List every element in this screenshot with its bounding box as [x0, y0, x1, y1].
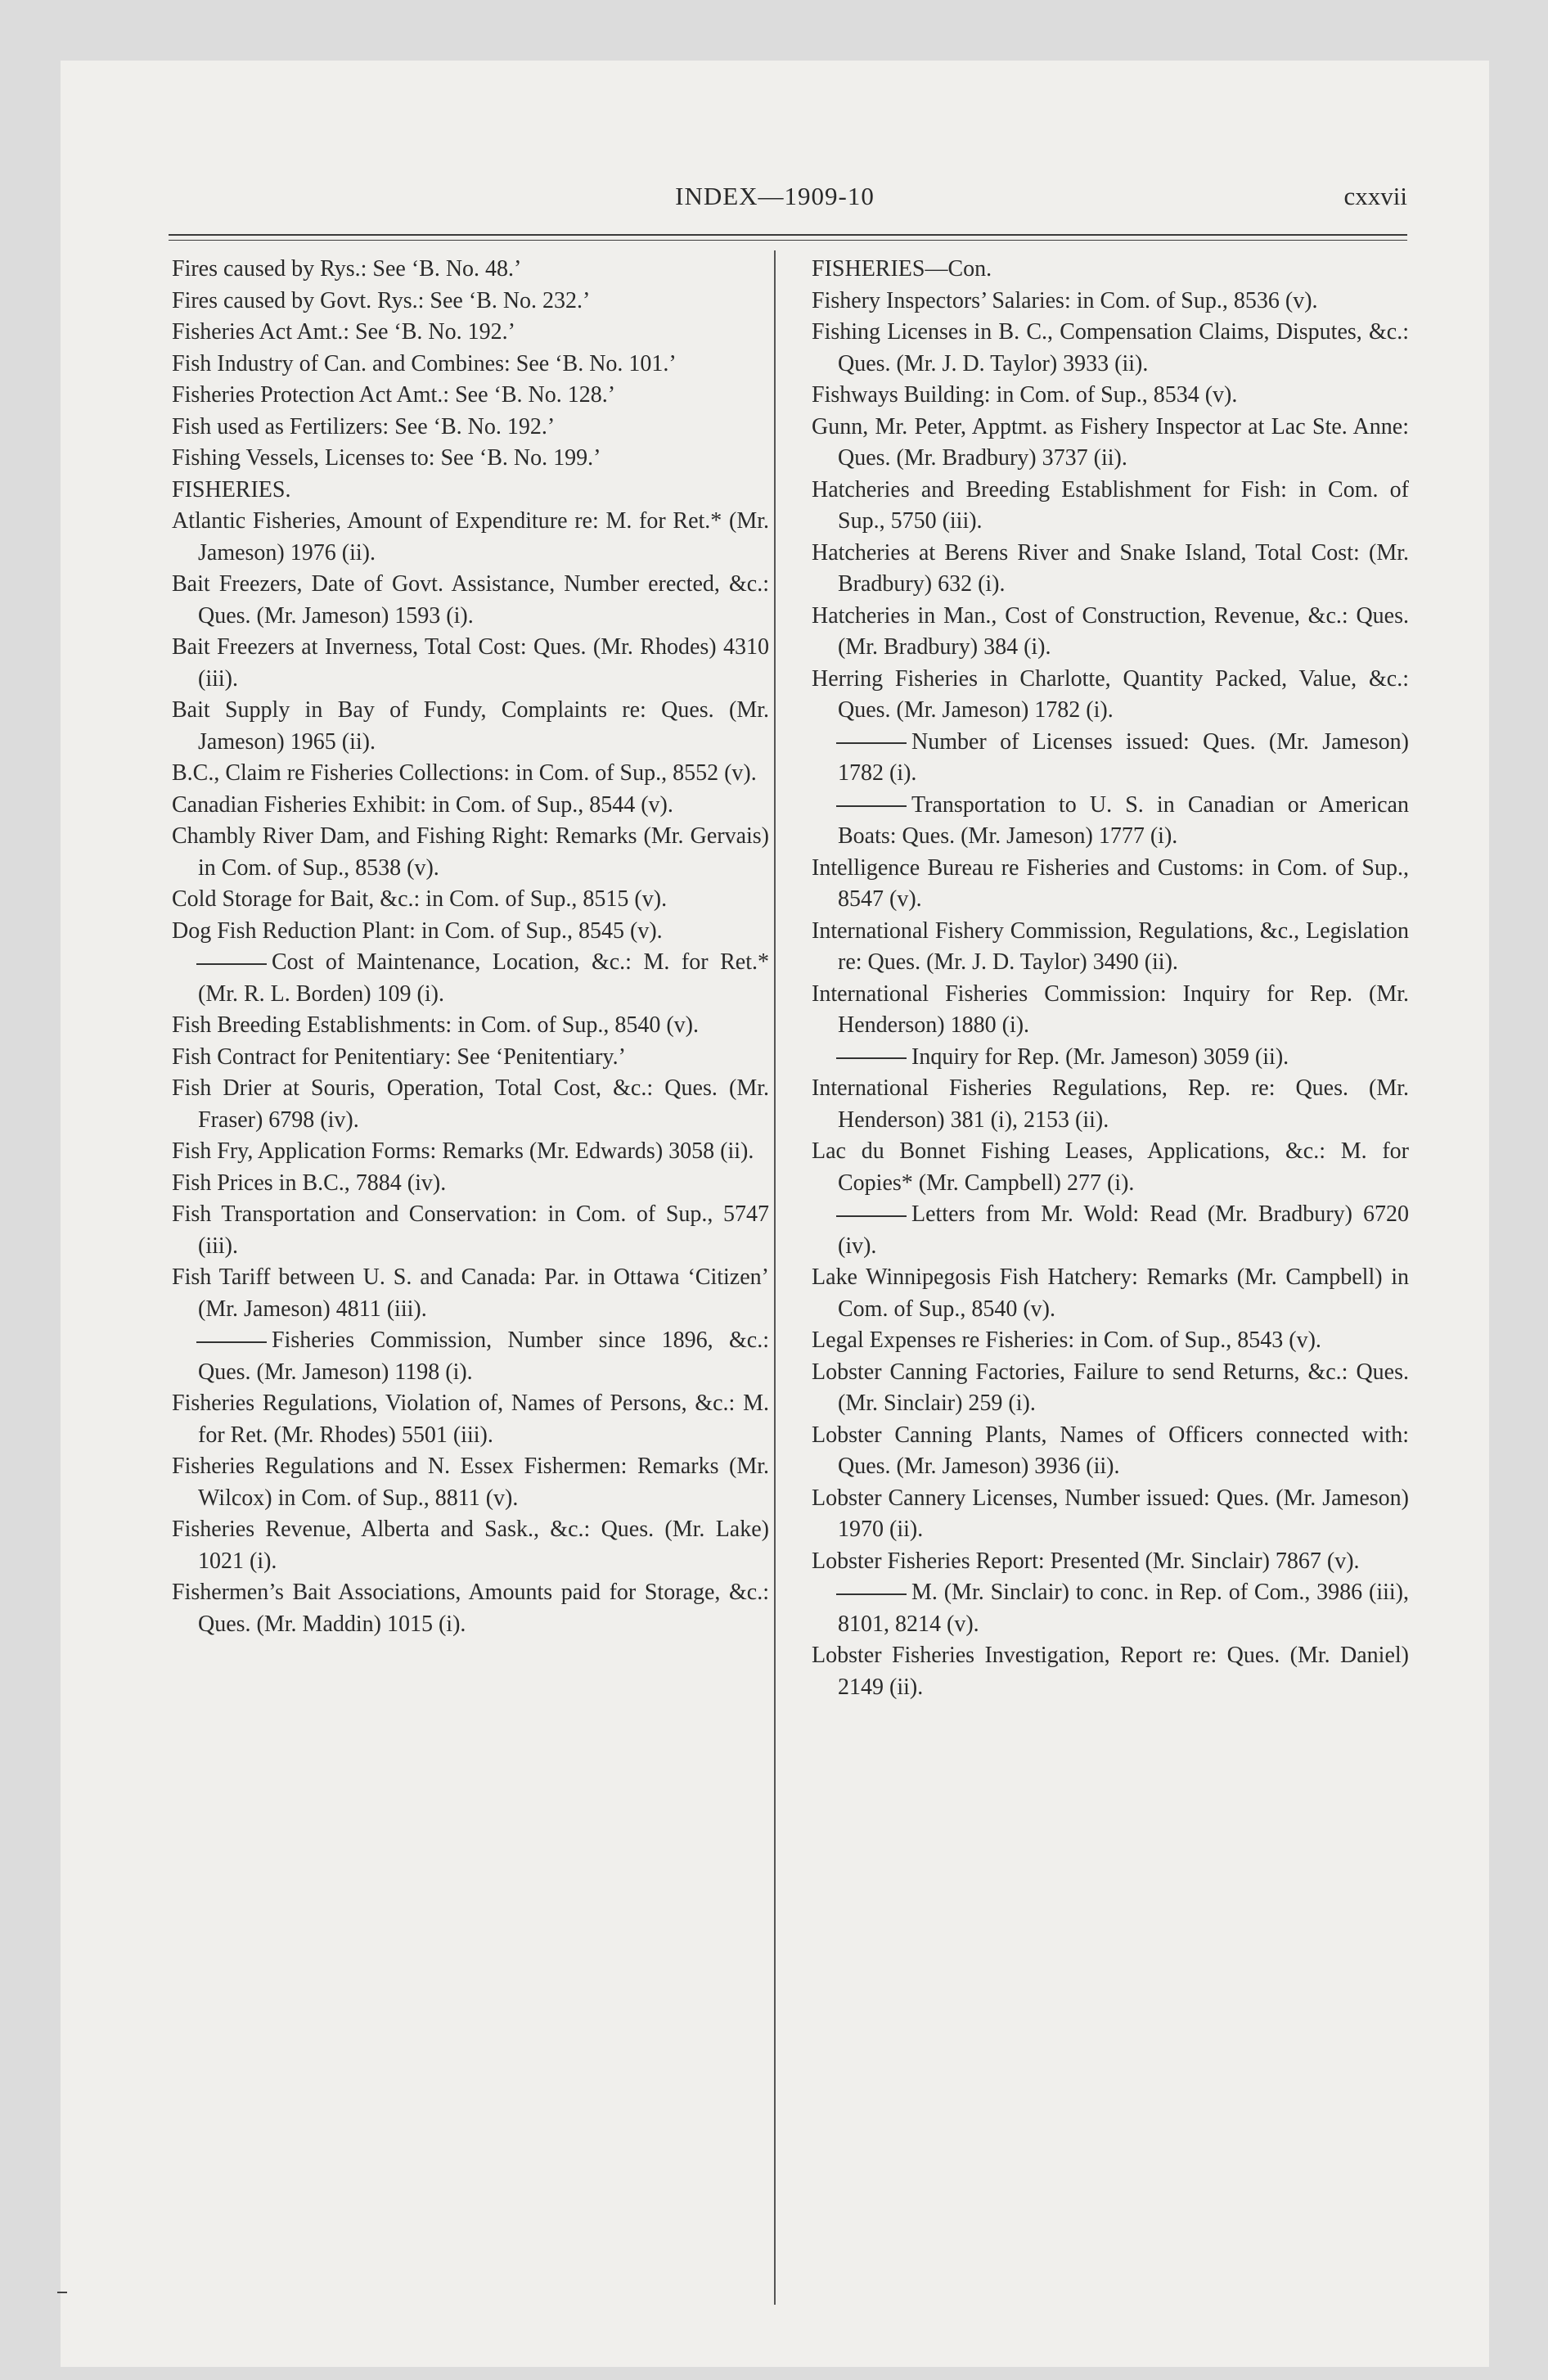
index-subentry: [812, 790, 1409, 853]
index-entry: Fishways Building: in Com. of Sup., 8534 (v).: [812, 382, 1238, 408]
page-number: cxxvii: [1343, 182, 1407, 210]
index-entry: Fishing Licenses in B. C., Compensation Claims, Disputes, &c.: Ques. (Mr. J. D. Taylor) 3933 (ii).: [812, 319, 1409, 376]
index-entry: Fisheries Regulations, Violation of, Names of Persons, &c.: M. for Ret. (Mr. Rhodes) 5501 (iii).: [172, 1391, 769, 1448]
index-subentry: [812, 1042, 1409, 1074]
subentry-text: Inquiry for Rep. (Mr. Jameson) 3059 (ii).: [911, 1044, 1289, 1070]
index-entry: Fires caused by Govt. Rys.: See ‘B. No. 232.’: [172, 287, 591, 313]
index-entry: Intelligence Bureau re Fisheries and Customs: in Com. of Sup., 8547 (v).: [812, 854, 1409, 912]
ditto-dash: [836, 742, 907, 744]
index-entry: Fisheries Act Amt.: See ‘B. No. 192.’: [172, 319, 515, 345]
index-entry: Bait Supply in Bay of Fundy, Complaints re: Ques. (Mr. Jameson) 1965 (ii).: [172, 697, 769, 755]
index-entry: Fisheries Protection Act Amt.: See ‘B. No. 128.’: [172, 382, 616, 408]
index-entry: Lobster Canning Plants, Names of Officers connected with: Ques. (Mr. Jameson) 3936 (ii).: [812, 1422, 1409, 1479]
index-entry: Chambly River Dam, and Fishing Right: Remarks (Mr. Gervais) in Com. of Sup., 8538 (v).: [172, 823, 769, 881]
section-heading: FISHERIES.: [172, 476, 291, 503]
index-entry: Hatcheries in Man., Cost of Construction, Revenue, &c.: Ques. (Mr. Bradbury) 384 (i).: [812, 602, 1409, 660]
index-entry: Fish Prices in B.C., 7884 (iv).: [172, 1170, 447, 1196]
index-entry: Fires caused by Rys.: See ‘B. No. 48.’: [172, 256, 522, 282]
section-heading: FISHERIES—Con.: [812, 256, 992, 282]
subentry-text: Letters from Mr. Wold: Read (Mr. Bradbury) 6720 (iv).: [838, 1201, 1409, 1259]
header-rule: [169, 234, 1407, 236]
header-rule-thin: [169, 240, 1407, 241]
ditto-dash: [196, 1341, 267, 1343]
index-entry: Fish Industry of Can. and Combines: See ‘B. No. 101.’: [172, 350, 677, 376]
ditto-dash: [836, 805, 907, 807]
index-entry: Hatcheries and Breeding Establishment for Fish: in Com. of Sup., 5750 (iii).: [812, 476, 1409, 534]
page-title: INDEX—1909-10: [675, 182, 875, 210]
index-entry: Fish Drier at Souris, Operation, Total Cost, &c.: Ques. (Mr. Fraser) 6798 (iv).: [172, 1075, 769, 1133]
index-subentry: [172, 1325, 769, 1388]
subentry-text: Cost of Maintenance, Location, &c.: M. for Ret.* (Mr. R. L. Borden) 109 (i).: [198, 949, 769, 1007]
index-entry: Fisheries Regulations and N. Essex Fishermen: Remarks (Mr. Wilcox) in Com. of Sup., 8811 (v).: [172, 1454, 769, 1511]
index-entry: Fish Tariff between U. S. and Canada: Par. in Ottawa ‘Citizen’ (Mr. Jameson) 4811 (iii).: [172, 1264, 769, 1322]
index-subentry: [812, 1199, 1409, 1262]
index-entry: Fish Contract for Penitentiary: See ‘Penitentiary.’: [172, 1044, 626, 1070]
index-entry: Hatcheries at Berens River and Snake Island, Total Cost: (Mr. Bradbury) 632 (i).: [812, 539, 1409, 597]
subentry-text: Transportation to U. S. in Canadian or American Boats: Ques. (Mr. Jameson) 1777 (i).: [838, 791, 1409, 849]
running-head: [61, 182, 1489, 223]
subentry-text: Fisheries Commission, Number since 1896, &c.: Ques. (Mr. Jameson) 1198 (i).: [198, 1327, 769, 1385]
index-entry: Herring Fisheries in Charlotte, Quantity Packed, Value, &c.: Ques. (Mr. Jameson) 1782 (i).: [812, 665, 1409, 723]
index-entry: Lac du Bonnet Fishing Leases, Applications, &c.: M. for Copies* (Mr. Campbell) 277 (i).: [812, 1138, 1409, 1196]
index-entry: B.C., Claim re Fisheries Collections: in Com. of Sup., 8552 (v).: [172, 760, 757, 786]
left-column: [172, 254, 769, 1640]
index-entry: Atlantic Fisheries, Amount of Expenditure re: M. for Ret.* (Mr. Jameson) 1976 (ii).: [172, 508, 769, 566]
index-entry: Lobster Fisheries Report: Presented (Mr. Sinclair) 7867 (v).: [812, 1548, 1360, 1574]
index-entry: Dog Fish Reduction Plant: in Com. of Sup., 8545 (v).: [172, 917, 663, 944]
subentry-text: Number of Licenses issued: Ques. (Mr. Jameson) 1782 (i).: [838, 728, 1409, 786]
index-entry: Lobster Cannery Licenses, Number issued: Ques. (Mr. Jameson) 1970 (ii).: [812, 1485, 1409, 1542]
index-entry: Cold Storage for Bait, &c.: in Com. of Sup., 8515 (v).: [172, 886, 668, 912]
subentry-text: M. (Mr. Sinclair) to conc. in Rep. of Com., 3986 (iii), 8101, 8214 (v).: [838, 1580, 1409, 1637]
index-subentry: [812, 1577, 1409, 1640]
index-entry: International Fishery Commission, Regulations, &c., Legislation re: Ques. (Mr. J. D. Taylor) 3490 (ii).: [812, 917, 1409, 975]
index-entry: Bait Freezers at Inverness, Total Cost: Ques. (Mr. Rhodes) 4310 (iii).: [172, 634, 769, 692]
index-entry: Lake Winnipegosis Fish Hatchery: Remarks (Mr. Campbell) in Com. of Sup., 8540 (v).: [812, 1264, 1409, 1322]
index-entry: Fish Fry, Application Forms: Remarks (Mr. Edwards) 3058 (ii).: [172, 1138, 754, 1164]
index-entry: Fish Breeding Establishments: in Com. of Sup., 8540 (v).: [172, 1012, 699, 1038]
index-entry: Legal Expenses re Fisheries: in Com. of Sup., 8543 (v).: [812, 1327, 1321, 1353]
ditto-dash: [836, 1215, 907, 1217]
index-entry: Gunn, Mr. Peter, Apptmt. as Fishery Inspector at Lac Ste. Anne: Ques. (Mr. Bradbury) 3737 (ii).: [812, 413, 1409, 471]
ditto-dash: [836, 1057, 907, 1059]
index-subentry: [812, 727, 1409, 790]
index-entry: International Fisheries Commission: Inquiry for Rep. (Mr. Henderson) 1880 (i).: [812, 980, 1409, 1038]
index-entry: Fish Transportation and Conservation: in Com. of Sup., 5747 (iii).: [172, 1201, 769, 1259]
index-entry: Canadian Fisheries Exhibit: in Com. of Sup., 8544 (v).: [172, 791, 673, 818]
right-column: [812, 254, 1409, 1703]
index-entry: Bait Freezers, Date of Govt. Assistance, Number erected, &c.: Ques. (Mr. Jameson) 1593 (i).: [172, 571, 769, 629]
index-entry: International Fisheries Regulations, Rep. re: Ques. (Mr. Henderson) 381 (i), 2153 (ii).: [812, 1075, 1409, 1133]
index-entry: Lobster Canning Factories, Failure to send Returns, &c.: Ques. (Mr. Sinclair) 259 (i).: [812, 1359, 1409, 1416]
index-entry: Fisheries Revenue, Alberta and Sask., &c.: Ques. (Mr. Lake) 1021 (i).: [172, 1517, 769, 1574]
index-entry: Fishermen’s Bait Associations, Amounts paid for Storage, &c.: Ques. (Mr. Maddin) 1015 (i).: [172, 1580, 769, 1637]
ditto-dash: [836, 1593, 907, 1595]
index-page: [61, 61, 1489, 2367]
index-entry: Lobster Fisheries Investigation, Report re: Ques. (Mr. Daniel) 2149 (ii).: [812, 1643, 1409, 1700]
index-subentry: [172, 947, 769, 1010]
index-entry: Fishery Inspectors’ Salaries: in Com. of Sup., 8536 (v).: [812, 287, 1318, 313]
index-entry: Fishing Vessels, Licenses to: See ‘B. No. 199.’: [172, 445, 601, 471]
index-entry: Fish used as Fertilizers: See ‘B. No. 192.’: [172, 413, 556, 439]
column-divider: [774, 250, 776, 2305]
scan-mark: [57, 2292, 67, 2293]
ditto-dash: [196, 963, 267, 965]
